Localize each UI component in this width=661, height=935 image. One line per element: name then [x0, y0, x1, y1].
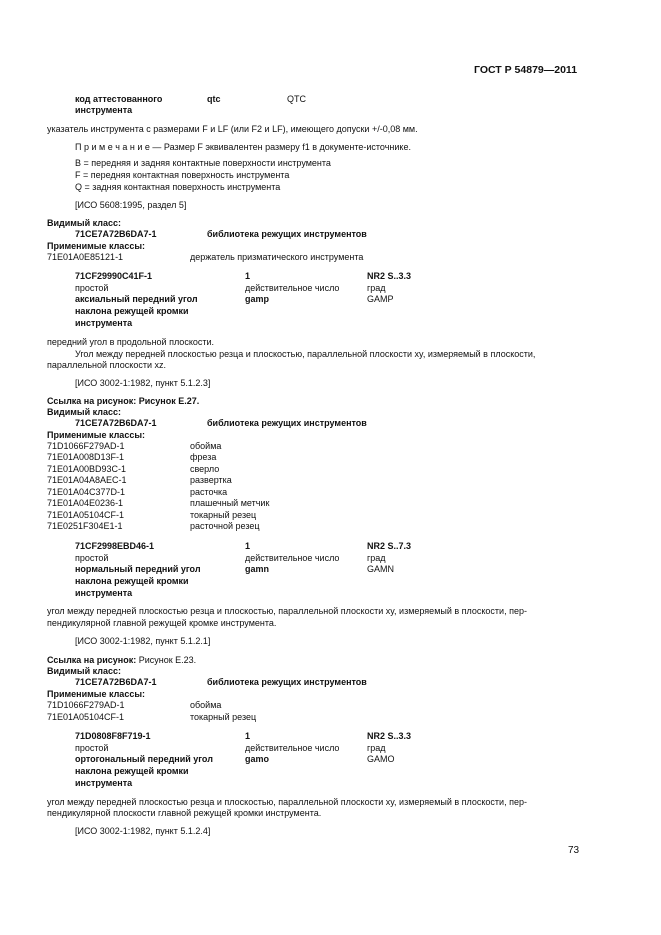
class-name: плашечный метчик — [190, 498, 270, 508]
note-text: П р и м е ч а н и е — Размер F эквивалентен размеру f1 в документе-источнике. — [75, 142, 411, 152]
class-name: расточной резец — [190, 521, 260, 531]
visible-class-label: Видимый класс: — [47, 218, 121, 228]
entry-type: действительное число — [245, 743, 340, 753]
class-id: 71E01A05104CF-1 — [47, 712, 125, 722]
option-item: Q = задняя контактная поверхность инструмента — [75, 182, 281, 192]
class-name: токарный резец — [190, 510, 257, 520]
visible-class-label: Видимый класс: — [47, 407, 121, 417]
class-id: 71D1066F279AD-1 — [47, 441, 125, 451]
entry-unit: град — [367, 283, 386, 293]
entry-format: NR2 S..3.3 — [367, 731, 412, 741]
class-id: 71E01A0E85121-1 — [47, 252, 124, 262]
entry-name: нормальный передний угол — [75, 564, 201, 574]
class-name: фреза — [190, 452, 217, 462]
entry-name: инструмента — [75, 778, 133, 788]
entry-kind: простой — [75, 743, 109, 753]
entry-description: параллельной плоскости xz. — [47, 360, 166, 370]
applicable-classes-label: Применимые классы: — [47, 241, 146, 251]
entry-num: 1 — [245, 271, 251, 281]
visible-class-id: 71CE7A72B6DA7-1 — [75, 677, 157, 687]
attribute-name: код аттестованного — [75, 94, 163, 104]
reference: [ИСО 3002-1:1982, пункт 5.1.2.1] — [75, 636, 211, 646]
entry-description: Угол между передней плоскостью резца и плоскостью, параллельной плоскости xy, измеряемый в плоскости, — [75, 349, 536, 359]
entry-format: NR2 S..3.3 — [367, 271, 412, 281]
entry-name: инструмента — [75, 318, 133, 328]
applicable-classes-label: Применимые классы: — [47, 430, 146, 440]
reference: [ИСО 5608:1995, раздел 5] — [75, 200, 187, 210]
entry-code: gamp — [245, 294, 270, 304]
visible-class-id: 71CE7A72B6DA7-1 — [75, 418, 157, 428]
class-name: обойма — [190, 441, 222, 451]
class-name: токарный резец — [190, 712, 257, 722]
page-number: 73 — [568, 845, 580, 856]
class-id: 71E01A04A8AEC-1 — [47, 475, 127, 485]
attribute-symbol: QTC — [287, 94, 306, 104]
class-id: 71E01A05104CF-1 — [47, 510, 125, 520]
visible-class-name: библиотека режущих инструментов — [207, 418, 367, 428]
class-id: 71E01A00BD93C-1 — [47, 464, 127, 474]
applicable-classes-label: Применимые классы: — [47, 689, 146, 699]
definition-text: указатель инструмента с размерами F и LF (или F2 и LF), имеющего допуски +/-0,08 мм. — [47, 124, 418, 134]
reference: [ИСО 3002-1:1982, пункт 5.1.2.3] — [75, 378, 211, 388]
class-id: 71E0251F304E1-1 — [47, 521, 123, 531]
class-name: обойма — [190, 700, 222, 710]
entry-kind: простой — [75, 553, 109, 563]
entry-name: инструмента — [75, 588, 133, 598]
figure-reference-value: Рисунок E.23. — [136, 655, 197, 665]
visible-class-name: библиотека режущих инструментов — [207, 677, 367, 687]
entry-description: угол между передней плоскостью резца и плоскостью, параллельной плоскости xy, измеряемый в плоскости, пер- — [47, 797, 527, 807]
class-name: развертка — [190, 475, 232, 485]
option-item: F = передняя контактная поверхность инструмента — [75, 170, 290, 180]
entry-name: аксиальный передний угол — [75, 294, 198, 304]
entry-name: ортогональный передний угол — [75, 754, 213, 764]
entry-name: наклона режущей кромки — [75, 766, 189, 776]
figure-reference — [47, 655, 196, 666]
attribute-code: qtc — [207, 94, 221, 104]
attribute-name: инструмента — [75, 105, 133, 115]
class-name: держатель призматического инструмента — [190, 252, 364, 262]
document-header: ГОСТ Р 54879—2011 — [474, 64, 578, 76]
class-id: 71E01A008D13F-1 — [47, 452, 125, 462]
entry-symbol: GAMP — [367, 294, 394, 304]
class-id: 71E01A04C377D-1 — [47, 487, 126, 497]
entry-id: 71CF2998EBD46-1 — [75, 541, 155, 551]
entry-description: пендикулярной плоскости главной режущей кромки инструмента. — [47, 808, 322, 818]
visible-class-name: библиотека режущих инструментов — [207, 229, 367, 239]
entry-type: действительное число — [245, 283, 340, 293]
entry-symbol: GAMN — [367, 564, 394, 574]
entry-description: угол между передней плоскостью резца и плоскостью, параллельной плоскости xy, измеряемый в плоскости, пер- — [47, 606, 527, 616]
entry-format: NR2 S..7.3 — [367, 541, 412, 551]
entry-kind: простой — [75, 283, 109, 293]
entry-unit: град — [367, 553, 386, 563]
class-name: сверло — [190, 464, 220, 474]
figure-reference-label: Ссылка на рисунок: — [47, 655, 137, 665]
class-name: расточка — [190, 487, 228, 497]
entry-num: 1 — [245, 731, 251, 741]
entry-type: действительное число — [245, 553, 340, 563]
reference: [ИСО 3002-1:1982, пункт 5.1.2.4] — [75, 826, 211, 836]
entry-code: gamn — [245, 564, 270, 574]
visible-class-label: Видимый класс: — [47, 666, 121, 676]
entry-id: 71CF29990C41F-1 — [75, 271, 153, 281]
entry-description: пендикулярной главной режущей кромке инструмента. — [47, 618, 277, 628]
visible-class-id: 71CE7A72B6DA7-1 — [75, 229, 157, 239]
entry-name: наклона режущей кромки — [75, 306, 189, 316]
entry-description: передний угол в продольной плоскости. — [47, 337, 215, 347]
class-id: 71D1066F279AD-1 — [47, 700, 125, 710]
figure-reference: Ссылка на рисунок: Рисунок E.27. — [47, 396, 200, 406]
entry-id: 71D0808F8F719-1 — [75, 731, 151, 741]
entry-symbol: GAMO — [367, 754, 395, 764]
option-item: B = передняя и задняя контактные поверхности инструмента — [75, 158, 331, 168]
class-id: 71E01A04E0236-1 — [47, 498, 124, 508]
entry-name: наклона режущей кромки — [75, 576, 189, 586]
entry-code: gamo — [245, 754, 270, 764]
entry-unit: град — [367, 743, 386, 753]
entry-num: 1 — [245, 541, 251, 551]
